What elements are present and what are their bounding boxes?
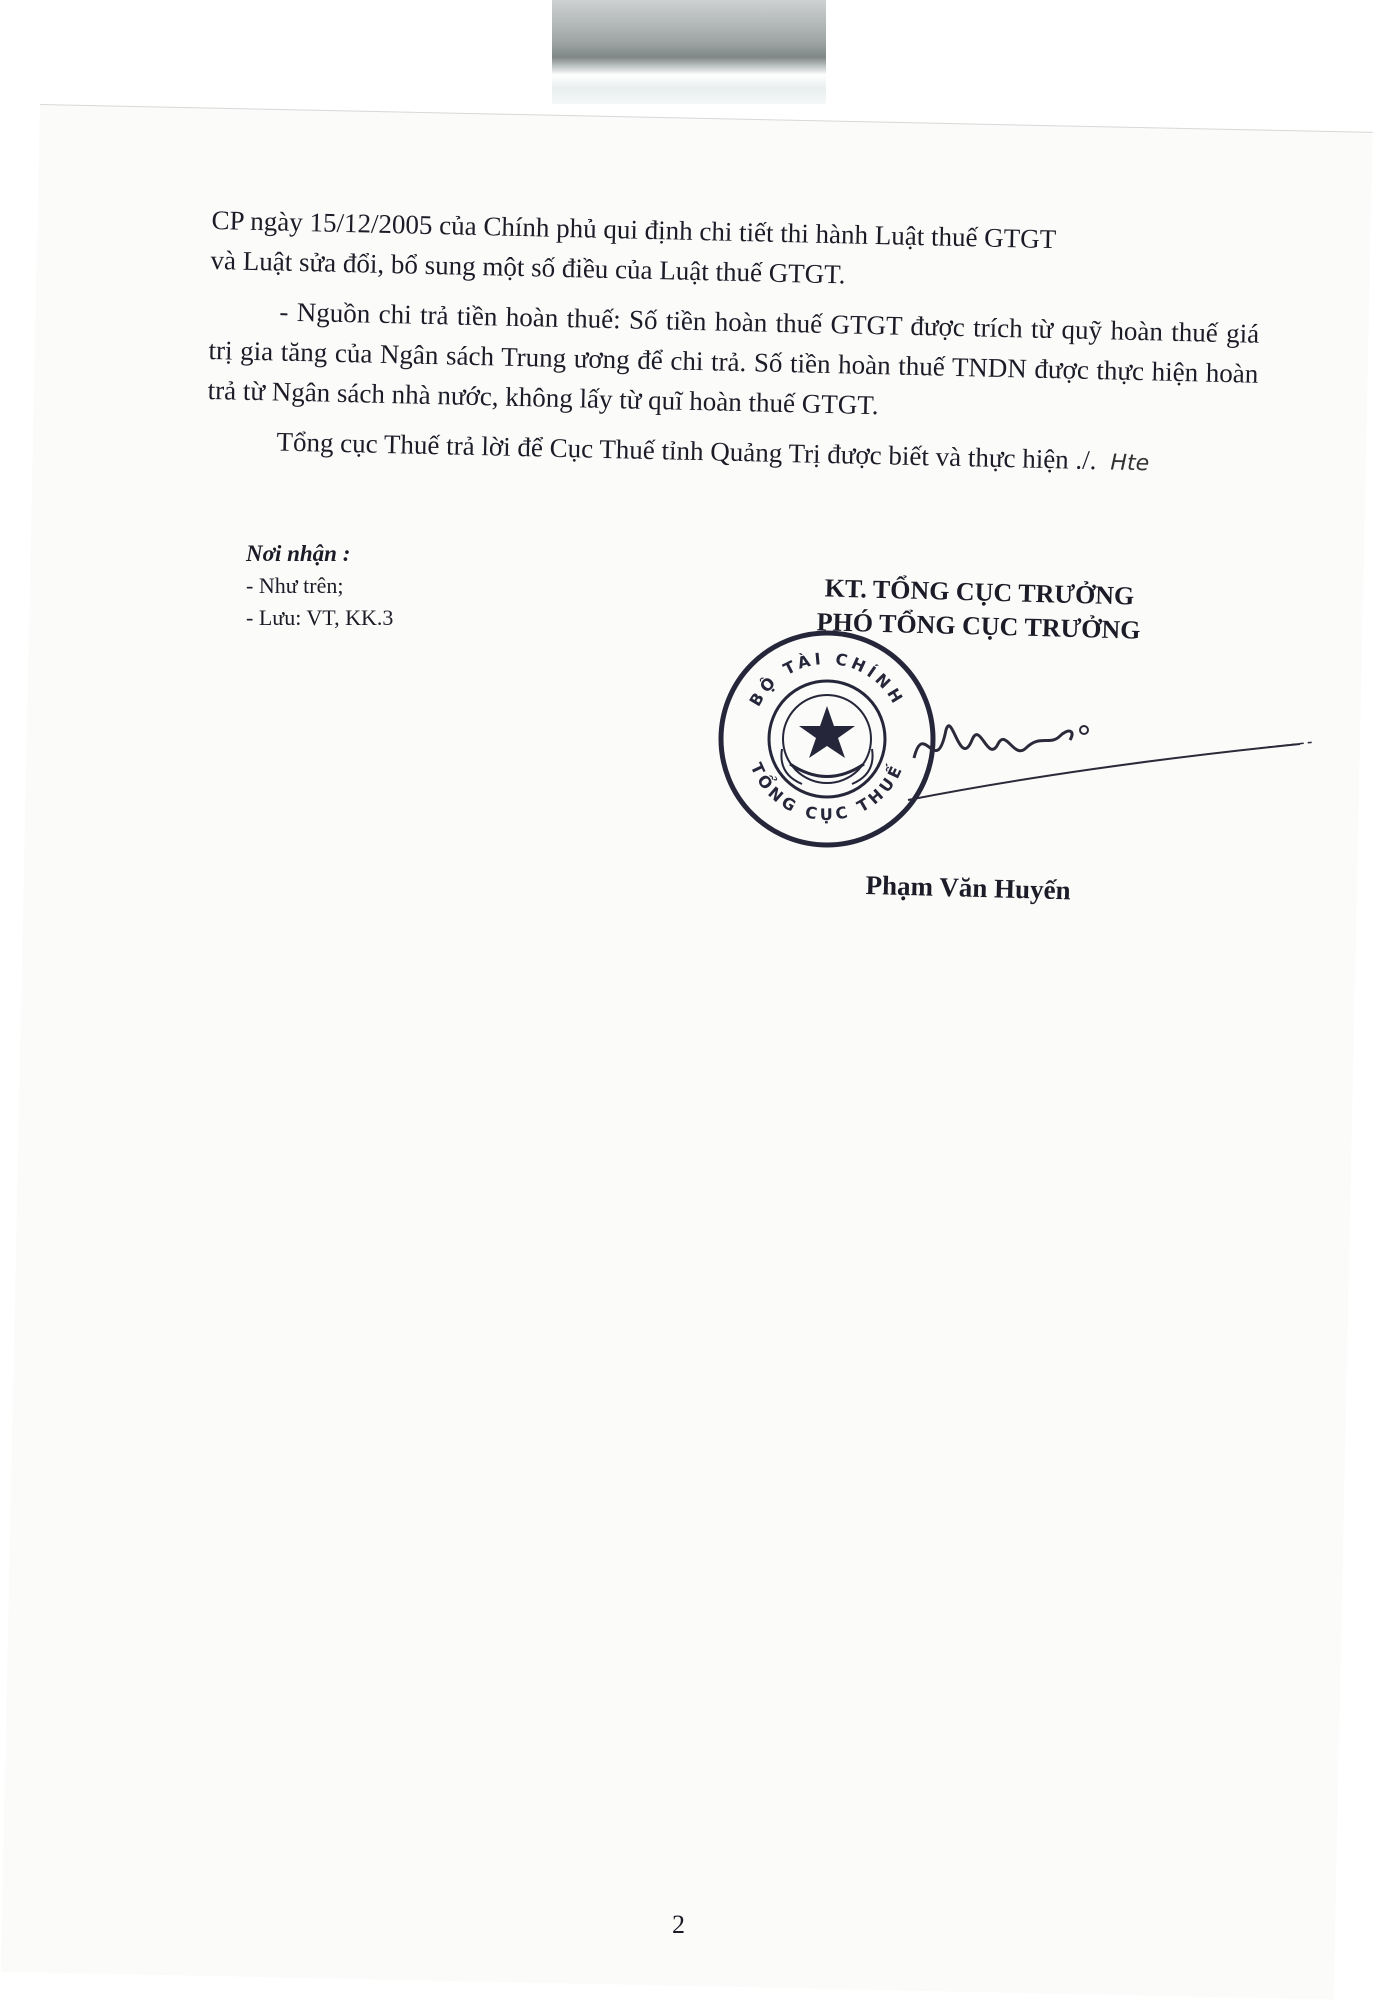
recipient-item: - Lưu: VT, KK.3 — [246, 605, 394, 630]
svg-text:TỔNG CỤC THUẾ — [747, 759, 908, 824]
star-icon — [799, 706, 855, 758]
recipient-item: - Như trên; — [246, 573, 344, 598]
handwritten-signature — [900, 700, 1320, 810]
seal-top-text: BỘ TÀI CHÍNH — [745, 648, 909, 710]
signature-graphic — [900, 700, 1320, 810]
closing-text: Tổng cục Thuế trả lời để Cục Thuế tỉnh Quảng Trị được biết và thực hiện ./. — [276, 426, 1097, 476]
signatory-title-line-1: KT. TỔNG CỤC TRƯỞNG — [824, 573, 1135, 611]
seal-bottom-text: TỔNG CỤC THUẾ — [746, 759, 908, 825]
handwritten-initials: Hte — [1110, 450, 1150, 477]
signer-name: Phạm Văn Huyến — [865, 870, 1071, 906]
legal-basis-line-1: CP ngày 15/12/2005 của Chính phủ qui định chi tiết thi hành Luật thuế GTGT — [211, 204, 1057, 255]
letter-body — [206, 200, 1262, 497]
recipients-block — [246, 538, 393, 634]
signatory-title-line-2: PHÓ TỔNG CỤC TRƯỞNG — [816, 607, 1141, 645]
page-number: 2 — [672, 1910, 685, 1939]
scanner-strip — [552, 0, 826, 104]
legal-basis-line-2: và Luật sửa đổi, bổ sung một số điều của Luật thuế GTGT. — [210, 244, 846, 290]
recipients-heading: Nơi nhận : — [246, 541, 351, 566]
paragraph-refund-source: - Nguồn chi trả tiền hoàn thuế: Số tiền hoàn thuế GTGT được trích từ quỹ hoàn thuế giá trị gia tăng của Ngân sách Trung ương để chi trả. Số tiền hoàn thuế TNDN được thực hiện hoàn trả từ Ngân sách nhà nước, không lấy từ quĩ hoàn thuế GTGT. — [207, 296, 1260, 421]
svg-text:BỘ TÀI CHÍNH — [746, 649, 909, 710]
